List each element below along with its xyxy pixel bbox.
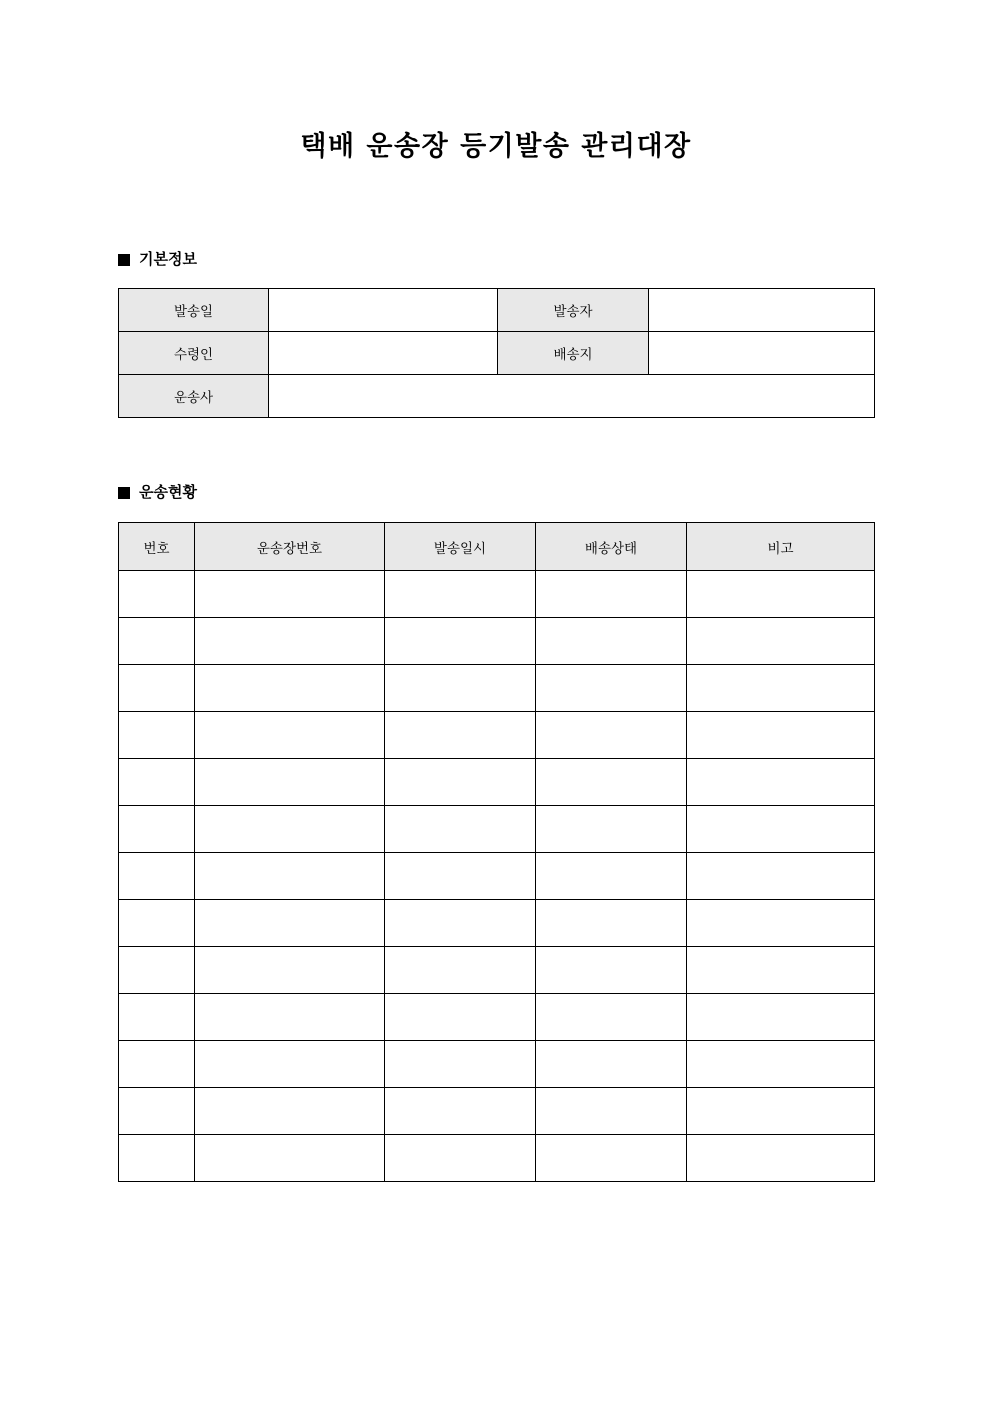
cell-no[interactable] — [119, 900, 195, 947]
cell-tracking-number[interactable] — [195, 994, 385, 1041]
column-header-remarks: 비고 — [687, 523, 875, 571]
table-row — [119, 994, 875, 1041]
cell-remarks[interactable] — [687, 759, 875, 806]
field-label-carrier: 운송사 — [119, 375, 269, 418]
shipping-status-table — [118, 522, 875, 1182]
cell-ship-datetime[interactable] — [385, 900, 536, 947]
cell-tracking-number[interactable] — [195, 759, 385, 806]
table-row — [119, 618, 875, 665]
table-row — [119, 947, 875, 994]
cell-remarks[interactable] — [687, 1088, 875, 1135]
cell-tracking-number[interactable] — [195, 900, 385, 947]
cell-remarks[interactable] — [687, 806, 875, 853]
cell-remarks[interactable] — [687, 900, 875, 947]
cell-ship-datetime[interactable] — [385, 947, 536, 994]
cell-remarks[interactable] — [687, 994, 875, 1041]
table-row — [119, 759, 875, 806]
cell-no[interactable] — [119, 1135, 195, 1182]
cell-delivery-state[interactable] — [536, 853, 687, 900]
field-value-recipient[interactable] — [269, 332, 498, 375]
field-label-recipient: 수령인 — [119, 332, 269, 375]
cell-tracking-number[interactable] — [195, 618, 385, 665]
field-value-sender-date[interactable] — [269, 289, 498, 332]
cell-remarks[interactable] — [687, 947, 875, 994]
basic-info-table — [118, 288, 875, 418]
column-header-tracking-number: 운송장번호 — [195, 523, 385, 571]
cell-tracking-number[interactable] — [195, 853, 385, 900]
column-header-no: 번호 — [119, 523, 195, 571]
cell-tracking-number[interactable] — [195, 1088, 385, 1135]
cell-no[interactable] — [119, 806, 195, 853]
cell-ship-datetime[interactable] — [385, 712, 536, 759]
cell-ship-datetime[interactable] — [385, 853, 536, 900]
cell-remarks[interactable] — [687, 853, 875, 900]
cell-no[interactable] — [119, 1088, 195, 1135]
cell-delivery-state[interactable] — [536, 1135, 687, 1182]
cell-no[interactable] — [119, 947, 195, 994]
cell-ship-datetime[interactable] — [385, 571, 536, 618]
table-row — [119, 289, 875, 332]
table-row — [119, 900, 875, 947]
cell-no[interactable] — [119, 665, 195, 712]
cell-ship-datetime[interactable] — [385, 994, 536, 1041]
cell-no[interactable] — [119, 1041, 195, 1088]
cell-no[interactable] — [119, 571, 195, 618]
cell-ship-datetime[interactable] — [385, 759, 536, 806]
page-title: 택배 운송장 등기발송 관리대장 — [300, 131, 692, 162]
cell-no[interactable] — [119, 618, 195, 665]
cell-ship-datetime[interactable] — [385, 1088, 536, 1135]
table-row — [119, 665, 875, 712]
section-heading-shipping-status — [118, 485, 197, 500]
column-header-ship-datetime: 발송일시 — [385, 523, 536, 571]
cell-remarks[interactable] — [687, 712, 875, 759]
cell-tracking-number[interactable] — [195, 665, 385, 712]
cell-tracking-number[interactable] — [195, 1135, 385, 1182]
table-row — [119, 1088, 875, 1135]
cell-tracking-number[interactable] — [195, 712, 385, 759]
cell-remarks[interactable] — [687, 618, 875, 665]
cell-tracking-number[interactable] — [195, 1041, 385, 1088]
cell-ship-datetime[interactable] — [385, 665, 536, 712]
table-row — [119, 375, 875, 418]
cell-ship-datetime[interactable] — [385, 1135, 536, 1182]
table-row — [119, 571, 875, 618]
cell-no[interactable] — [119, 759, 195, 806]
table-row — [119, 1135, 875, 1182]
cell-tracking-number[interactable] — [195, 947, 385, 994]
table-row — [119, 853, 875, 900]
cell-delivery-state[interactable] — [536, 806, 687, 853]
table-row — [119, 806, 875, 853]
shipping-status-table-body — [119, 571, 875, 1182]
cell-delivery-state[interactable] — [536, 1088, 687, 1135]
cell-tracking-number[interactable] — [195, 571, 385, 618]
cell-delivery-state[interactable] — [536, 571, 687, 618]
field-label-delivery-address: 배송지 — [498, 332, 649, 375]
cell-delivery-state[interactable] — [536, 712, 687, 759]
cell-delivery-state[interactable] — [536, 618, 687, 665]
cell-ship-datetime[interactable] — [385, 618, 536, 665]
cell-ship-datetime[interactable] — [385, 1041, 536, 1088]
table-row — [119, 332, 875, 375]
cell-no[interactable] — [119, 853, 195, 900]
cell-delivery-state[interactable] — [536, 1041, 687, 1088]
section-heading-label: 기본정보 — [139, 250, 197, 268]
field-label-sender: 발송자 — [498, 289, 649, 332]
section-heading-label: 운송현황 — [139, 483, 197, 501]
field-value-delivery-address[interactable] — [649, 332, 875, 375]
table-header-row — [119, 523, 875, 571]
cell-delivery-state[interactable] — [536, 947, 687, 994]
field-label-sender-date: 발송일 — [119, 289, 269, 332]
cell-no[interactable] — [119, 994, 195, 1041]
square-bullet-icon — [118, 254, 130, 266]
column-header-delivery-state: 배송상태 — [536, 523, 687, 571]
section-heading-basic-info — [118, 252, 197, 267]
cell-delivery-state[interactable] — [536, 665, 687, 712]
cell-delivery-state[interactable] — [536, 900, 687, 947]
cell-no[interactable] — [119, 712, 195, 759]
cell-delivery-state[interactable] — [536, 994, 687, 1041]
cell-delivery-state[interactable] — [536, 759, 687, 806]
cell-remarks[interactable] — [687, 1135, 875, 1182]
field-value-sender[interactable] — [649, 289, 875, 332]
cell-tracking-number[interactable] — [195, 806, 385, 853]
cell-ship-datetime[interactable] — [385, 806, 536, 853]
table-row — [119, 712, 875, 759]
cell-remarks[interactable] — [687, 1041, 875, 1088]
cell-remarks[interactable] — [687, 571, 875, 618]
cell-remarks[interactable] — [687, 665, 875, 712]
field-value-carrier[interactable] — [269, 375, 875, 418]
table-row — [119, 1041, 875, 1088]
square-bullet-icon — [118, 487, 130, 499]
